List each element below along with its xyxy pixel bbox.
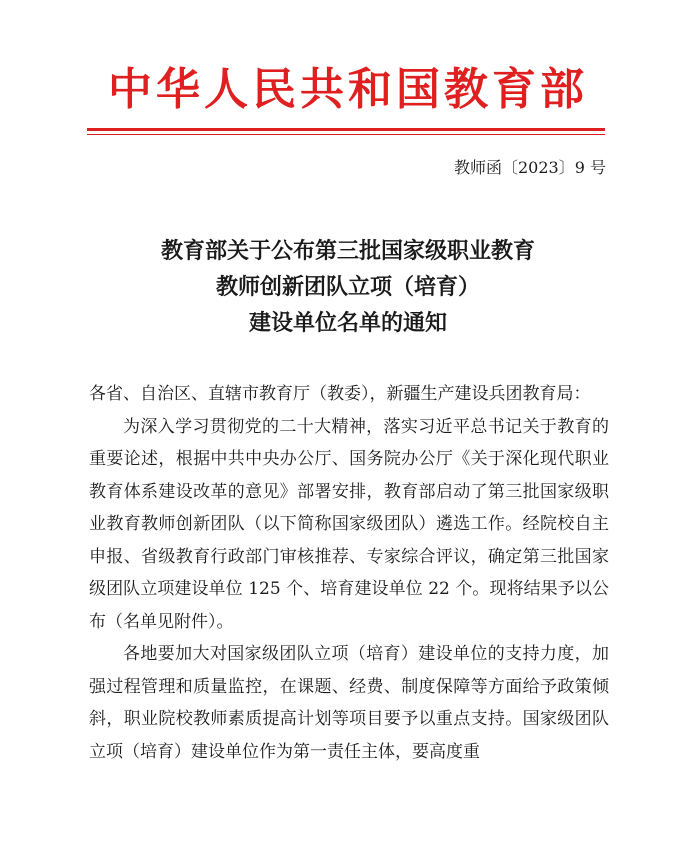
document-number: 教师函〔2023〕9 号 <box>454 158 606 177</box>
body-paragraph: 为深入学习贯彻党的二十大精神，落实习近平总书记关于教育的重要论述，根据中共中央办公厅、国务院办公厅《关于深化现代职业教育体系建设改革的意见》部署安排，教育部启动了第三批国家级职业教育教师创新团队（以下简称国家级团队）遴选工作。经院校自主申报、省级教育行政部门审核推荐、专家综合评议，确定第三批国家级团队立项建设单位 125 个、培育建设单位 22 个。现将结果予以公布（名单见附件）。 <box>89 416 609 632</box>
notice-body <box>89 378 609 768</box>
notice-title <box>0 233 696 341</box>
letterhead-rule-thin <box>87 134 605 135</box>
notice-title-line: 教育部关于公布第三批国家级职业教育 <box>160 238 535 264</box>
notice-title-line: 教师创新团队立项（培育） <box>215 274 480 300</box>
notice-title-line: 建设单位名单的通知 <box>248 310 447 336</box>
salutation: 各省、自治区、直辖市教育厅（教委），新疆生产建设兵团教育局： <box>89 384 591 404</box>
letterhead-rule-thick <box>87 128 605 131</box>
ministry-letterhead-title: 中华人民共和国教育部 <box>108 64 588 115</box>
body-paragraph: 各地要加大对国家级团队立项（培育）建设单位的支持力度，加强过程管理和质量监控，在课题、经费、制度保障等方面给予政策倾斜，职业院校教师素质提高计划等项目要予以重点支持。国家级团队立项（培育）建设单位作为第一责任主体，要高度重 <box>89 644 609 762</box>
